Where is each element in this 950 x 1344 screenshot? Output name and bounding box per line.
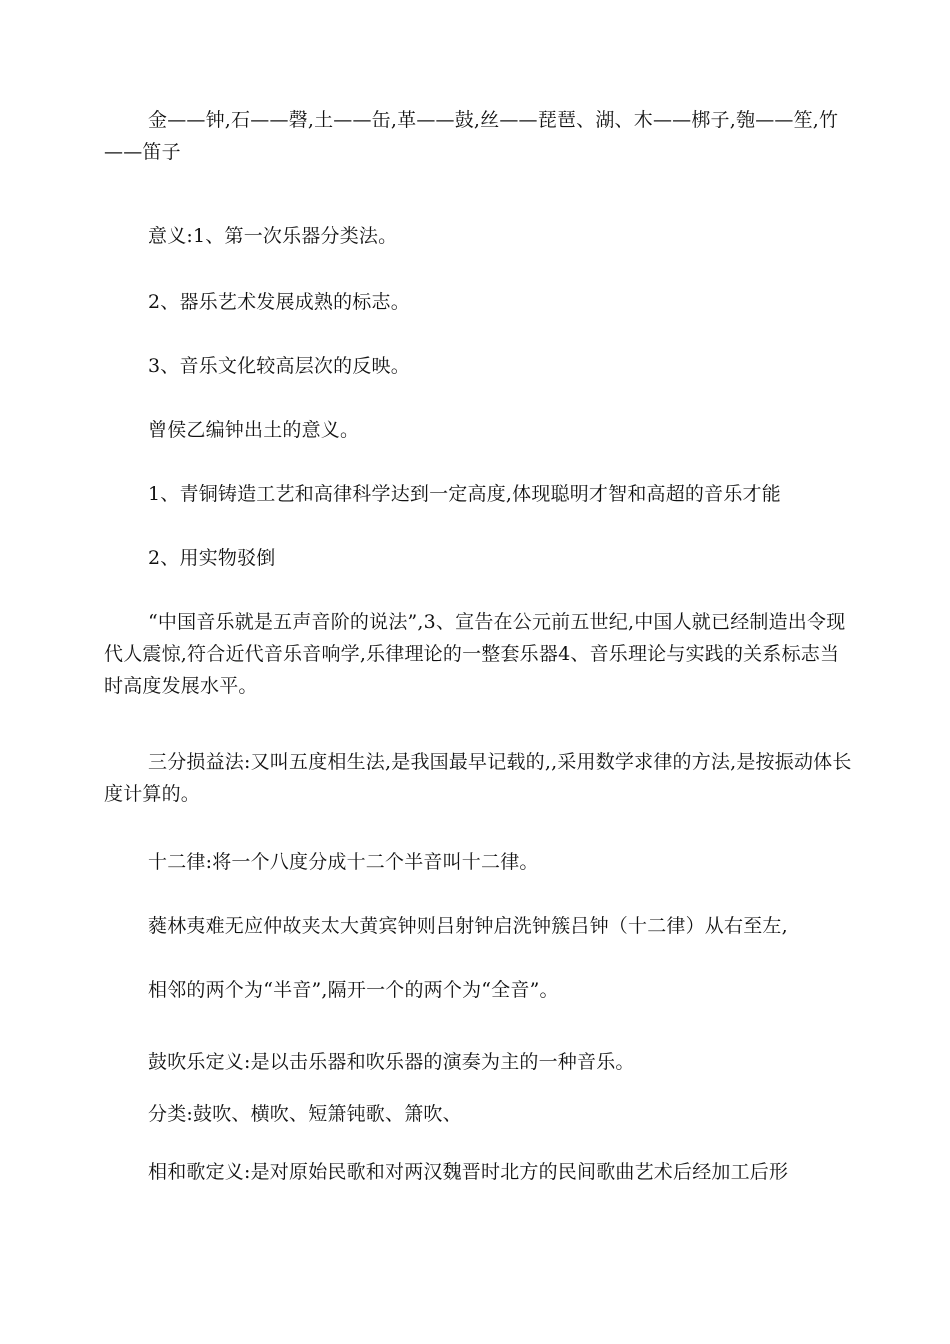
paragraph-significance-3: 3、音乐文化较高层次的反映。 <box>148 355 410 377</box>
paragraph-twelve-lu: 十二律:将一个八度分成十二个半音叫十二律。 <box>148 851 539 873</box>
paragraph-bianzhong-3-4: “中国音乐就是五声音阶的说法”,3、宣告在公元前五世纪,中国人就已经制造出令现代人震惊,符合近代音乐音响学,乐律理论的一整套乐器4、音乐理论与实践的关系标志当时高度发展水平。 <box>104 611 846 697</box>
paragraph-significance-2: 2、器乐艺术发展成熟的标志。 <box>148 291 410 313</box>
paragraph-xianghe-definition: 相和歌定义:是对原始民歌和对两汉魏晋时北方的民间歌曲艺术后经加工后形 <box>148 1161 789 1183</box>
paragraph-instrument-categories: 金——钟,石——磬,土——缶,革——鼓,丝——琵琶、湖、木——梆子,匏——笙,竹——笛子 <box>104 109 839 163</box>
paragraph-guchui-definition: 鼓吹乐定义:是以击乐器和吹乐器的演奏为主的一种音乐。 <box>148 1051 635 1073</box>
paragraph-twelve-lu-names: 蕤林夷难无应仲故夹太大黄宾钟则吕射钟启洗钟簇吕钟（十二律）从右至左, <box>148 915 788 937</box>
paragraph-bianzhong-heading: 曾侯乙编钟出土的意义。 <box>148 419 360 441</box>
paragraph-guchui-categories: 分类:鼓吹、横吹、短箫钝歌、箫吹、 <box>148 1103 462 1125</box>
paragraph-significance-1: 意义:1、第一次乐器分类法。 <box>148 225 398 247</box>
paragraph-bianzhong-1: 1、青铜铸造工艺和高律科学达到一定高度,体现聪明才智和高超的音乐才能 <box>148 483 781 505</box>
paragraph-bianzhong-2: 2、用实物驳倒 <box>148 547 276 569</box>
paragraph-sanfen-sunyi: 三分损益法:又叫五度相生法,是我国最早记载的,,采用数学求律的方法,是按振动体长度计算的。 <box>104 751 852 805</box>
paragraph-semitone-tone: 相邻的两个为“半音”,隔开一个的两个为“全音”。 <box>148 979 559 1001</box>
